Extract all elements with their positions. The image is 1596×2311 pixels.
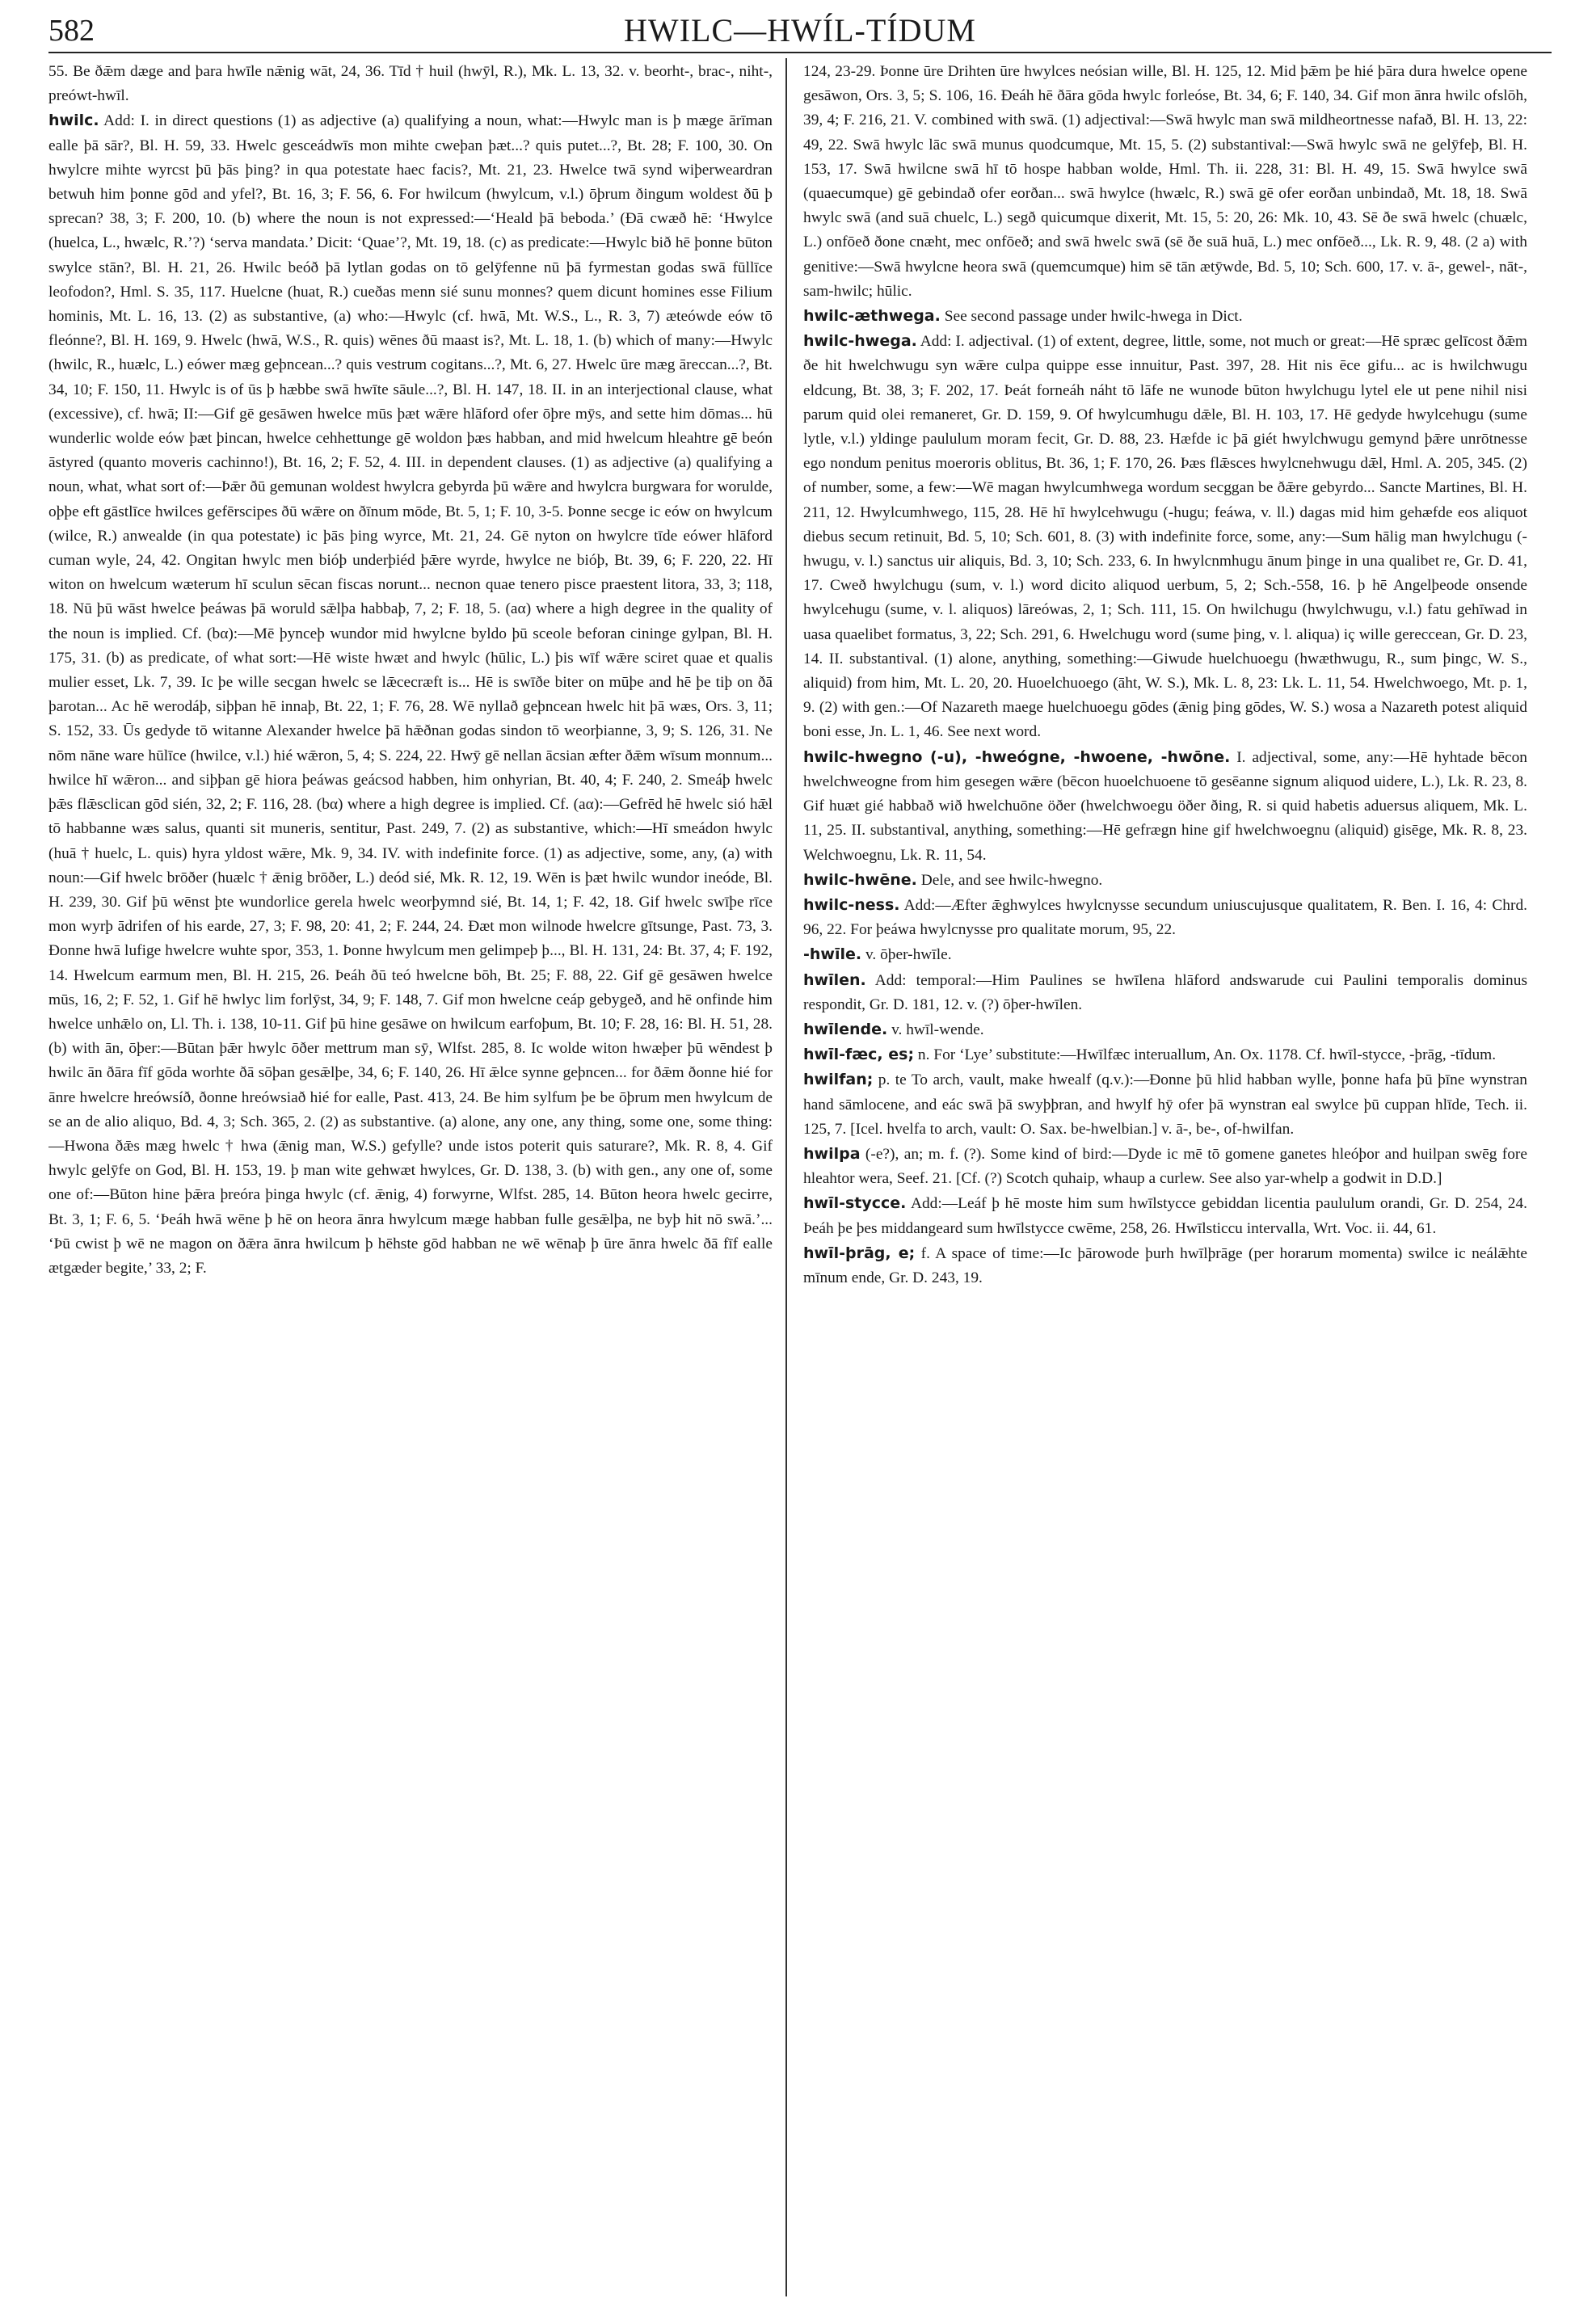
entry-headword: hwilc.: [48, 112, 99, 130]
dictionary-entry: [803, 968, 1527, 1017]
dictionary-entry: [803, 893, 1527, 942]
entry-text: Add: temporal:—Him Paulines se hwīlena hlāford andswarude cui Paulini temporalis dominus respondit, Gr. D. 181, 12. v. (?) ōþer-hwīlen.: [803, 971, 1527, 1013]
dictionary-entry: [803, 60, 1527, 304]
entry-headword: hwīl-þrāg, e;: [803, 1244, 916, 1262]
entry-text: (-e?), an; m. f. (?). Some kind of bird:—Dyde ic mē tō gomene ganetes hleóþor and huilpan swēg fore hleahtor wera, Seef. 21. [Cf. (?) Scotch quhaip, whaup a curlew. See also yar-whelp a godwit in D.D.]: [803, 1145, 1527, 1188]
entry-headword: hwilc-hwega.: [803, 332, 917, 351]
dictionary-entry: [803, 868, 1527, 893]
dictionary-entry: [803, 1191, 1527, 1240]
entry-headword: hwilfan;: [803, 1071, 874, 1089]
header-rule: [48, 52, 1552, 53]
dictionary-entry: [803, 1067, 1527, 1142]
entry-text: I. adjectival, some, any:—Hē hyhtade bēcon hwelchweogne from him gesegen wǣre (bēcon huoelchuoene tō gesēanne signum aliquod uidere, L.), Lk. R. 23, 8. Gif huæt gié habbað wið hwelchuōne öðer (hwelchwoegu öðer ðing, R. si quid habetis aduersus aliquem, Mk. L. 11, 25. II. substantival, anything, something:—Hē gefrægn hine gif hwelchwoegnu (aliquid) gisēge, Mk. R. 8, 23. Welchwoegnu, Lk. R. 11, 54.: [803, 748, 1527, 864]
entry-headword: hwīl-stycce.: [803, 1194, 907, 1213]
dictionary-entry: [803, 1241, 1527, 1290]
entry-headword: hwīl-fæc, es;: [803, 1046, 915, 1064]
entry-text: See second passage under hwilc-hwega in Dict.: [940, 308, 1243, 326]
entry-headword: hwilc-hwegno (-u), -hweógne, -hwoene, -hwōne.: [803, 747, 1231, 766]
page-number: 582: [48, 14, 95, 48]
right-column: [803, 60, 1527, 2298]
entry-headword: hwīlen.: [803, 970, 866, 989]
dictionary-entry: [803, 942, 1527, 967]
dictionary-entry: [803, 745, 1527, 868]
entry-headword: hwilc-æthwega.: [803, 307, 941, 326]
entry-text: v. ōþer-hwīle.: [861, 946, 952, 964]
entry-headword: hwīlende.: [803, 1020, 888, 1038]
entry-text: p. te To arch, vault, make hwealf (q.v.):—Ðonne þū hlid habban wylle, þonne hafa þū þīne wynstran hand sāmlocene, and eác swā þā swyþþran, and hwylf hȳ ofer þā wynstran eal swylce þū cuppan hlīde, Tech. ii. 125, 7. [Icel. hvelfa to arch, vault: O. Sax. be-hwelbian.] v. ā-, be-, of-hwilfan.: [803, 1071, 1527, 1138]
entry-headword: hwilpa: [803, 1144, 861, 1163]
dictionary-entry: [803, 1042, 1527, 1067]
entry-text: v. hwīl-wende.: [887, 1021, 984, 1038]
dictionary-entry: [48, 60, 773, 108]
entry-text: Dele, and see hwilc-hwegno.: [916, 871, 1103, 889]
entry-text: n. For ‘Lye’ substitute:—Hwīlfæc interuallum, An. Ox. 1178. Cf. hwīl-stycce, -þrāg, -tīdum.: [914, 1046, 1497, 1064]
entry-text: Add:—Æfter ǣghwylces hwylcnysse secundum uniuscujusque qualitatem, R. Ben. I. 16, 4: Chrd. 96, 22. For þeáwa hwylcnysse pro qualitate morum, 95, 22.: [803, 896, 1527, 939]
entry-text: 124, 23-29. Þonne ūre Drihten ūre hwylces neósian wille, Bl. H. 125, 12. Mid þǣm þe hié þāra dura hwelce opene gesāwon, Ors. 3, 5; S. 106, 16. Ðeáh hē ðāra gōda hwylc forleóse, Bt. 34, 6; F. 140, 34. Gif mon ānra hwilc ofslōh, 39, 4; F. 216, 21. V. combined with swā. (1) adjectival:—Swā hwylc man swā mildheortnesse nafað, Bl. H. 13, 22: 49, 22. Swā hwylc lāc swā munus quodcumque, Mt. 15, 5. (2) substantival:—Swā hwylc swā ne gelȳfeþ, Bl. H. 153, 17. Swā hwilcne swā hī tō hospe habban wolde, Hml. Th. ii. 228, 31: Bl. H. 49, 15. Swā hwylce swā (quaecumque) gē gebindað ofer eorðan... swā hwylce (hwælc, R.) swā gē ofer eorðan unbindað, Mt. 18, 18. Swā hwylc swā (and suā chuelc, L.) segð quicumque dixerit, Mt. 15, 5: 20, 26: Mk. 10, 43. Sē ðe swā hwelc (chuælc, L.) onfōeð ðone cnæht, mec onfōeð; and swā hwelc swā (sē ðe suā huā, L.) mec onfōeð..., Lk. R. 9, 48. (2 a) with genitive:—Swā hwylcne heora swā (quemcumque) him sē tān ætȳwde, Bd. 5, 10; Sch. 600, 17. v. ā-, gewel-, nāt-, sam-hwilc; hūlic.: [803, 63, 1527, 300]
dictionary-entry: [803, 329, 1527, 744]
entry-text: f. A space of time:—Ic þārowode þurh hwīlþrāge (per horarum momenta) swilce ic neálǣhte mīnum ende, Gr. D. 243, 19.: [803, 1244, 1527, 1286]
entry-headword: -hwīle.: [803, 945, 862, 964]
entry-headword: hwilc-hwēne.: [803, 870, 917, 889]
dictionary-entry: [803, 1142, 1527, 1191]
entry-text: Add: I. in direct questions (1) as adjective (a) qualifying a noun, what:—Hwylc man is þ mæge ārīman ealle þā sār?, Bl. H. 59, 33. Hwelc gesceádwīs mon mihte cweþan þæt...? quis putet...?, Bt. 28; F. 100, 30. On hwylcre mihte wyrcst þū þās þing? in qua potestate haec facis?, Mt. 21, 23. Hwelce twā synd wiþerweardran betwuh him þonne gōd and yfel?, Bt. 16, 3; F. 56, 6. For hwilcum (hwylcum, v.l.) ōþrum ðingum woldest ðū þ sprecan? 38, 3; F. 200, 10. (b) where the noun is not expressed:—‘Heald þā beboda.’ (Ðā cwæð hē: ‘Hwylce (huelca, L., hwælc, R.’?) ‘serva mandata.’ Dicit: ‘Quae’?, Mt. 19, 18. (c) as predicate:—Hwylc bið hē þonne būton swylce stān?, Bl. H. 21, 26. Hwilc beóð þā lytlan godas on tō gelȳfenne nū þā fyrmestan godas swā fūllīce leofodon?, Hml. S. 35, 117. Huelcne (huat, R.) cueðas menn sié sunu monnes? quem dicunt homines esse Filium hominis, Mt. L. 16, 13. (2) as substantive, (a) who:—Hwylc (cf. hwā, Mt. W.S., L., R. 3, 7) æteówde eów tō fleónne?, Bl. H. 169, 9. Hwelc (hwā, W.S., R. quis) wēnes ðū maast is?, Mt. L. 18, 1. (b) which of many:—Hwylc (hwilc, R., huælc, L.) eówer mæg geþncean...? quis vestrum cogitans...?, Mt. 6, 27. Hwelc ūre mæg āreccan...?, Bt. 34, 10; F. 150, 11. Hwylc is of ūs þ hæbbe swā hwīte sāule...?, Bl. H. 147, 18. II. in an interjectional clause, what (excessive), cf. hwā; II:—Gif gē gesāwen hwelce mūs þæt wǣre hlāford ofer ōþre mȳs, and sette him dōmas... hū wunderlic wolde eów þæt þincan, hwelce cehhettunge gē woldon þæs habban, and mid hwelcum hleahtre gē beón āstyred (quanto moveris cachinno!), Bt. 16, 2; F. 52, 4. III. in dependent clauses. (1) as adjective (a) qualifying a noun, what, what sort of:—Þǣr ðū gemunan woldest hwylcra gebyrda þū wǣre and hwylcra burgwara for worulde, oþþe eft gāstlīce hwilces gefērscipes ðū wǣre on ðīnum mōde, Bt. 5, 1; F. 10, 3-5. Þonne secge ic eów on hwylcum (wilce, R.) anwealde (in qua potestate) ic þās þing wyrce, Mt. 21, 24. Gē nyton on hwylcre tīde eówer hlāford cuman wyle, 24, 42. Ongitan hwylc men bióþ underþiéd þǣre wyrde, hwylce ne bióþ, Bt. 39, 6; F. 220, 22. Hī witon on hwelcum wæterum hī sculun sēcan fiscas norunt... necnon quae tenero pisce praestent litora, 33, 3; 118, 18. Nū þū wāst hwelce þeáwas þā woruld sǣlþa habbaþ, 7, 2; F. 18, 5. (aα) where a high degree in the quality of the noun is implied. Cf. (bα):—Mē þynceþ wundor mid hwylcne byldo þū sceole beforan cininge gylpan, Bl. H. 175, 31. (b) as predicate, of what sort:—Hē wiste hwæt and hwylc (hūlic, L.) þis wīf wǣre sciret quae et qualis mulier esset, Lk. 7, 39. Ic þe wille secgan hwelc se lǣcecræft is... Hē is swīðe biter on mūþe and hē þe tiþ on ðā þarotan... Ac hē werodáþ, siþþan hē innaþ, Bt. 22, 1; F. 76, 28. Wē nyllað geþncean hwelc hit þā wæs, Ors. 3, 11; S. 152, 33. Ūs gedyde tō witanne Alexander hwelce þā hǣðnan godas sindon tō weorþianne, 3, 9; S. 126, 31. Ne nōm nāne ware hūlīce (hwilce, v.l.) hié wǣron, 5, 4; S. 224, 22. Hwȳ gē nellan ācsian æfter ðǣm wīsum monnum... hwilce hī wǣron... and siþþan gē hiora þeáwas geácsod habben, him onhyrian, Bt. 40, 4; F. 240, 2. Smeáþ hwelc þǣs flǣsclican gōd sién, 32, 2; F. 116, 28. (bα) where a high degree is implied. Cf. (aα):—Gefrēd hē hwelc sió hǣl tō habbanne wæs salus, quanti sit muneris, sentitur, Past. 249, 7. (2) as substantive, which:—Hī smeádon hwylc (huā † huelc, L. quis) hyra yldost wǣre, Mk. 9, 34. IV. with indefinite force. (1) as adjective, some, any, (a) with noun:—Gif hwelc brōðer (huælc † ǣnig brōðer, L.) deód sié, Mk. R. 12, 19. Wēn is þæt hwilc wundor ineóde, Bl. H. 239, 30. Gif þū wēnst þte wundorlice gerela hwelc weorþymnd sié, Bt. 14, 1; F. 42, 18. Gif hwelc swīþe rīce mon wyrþ ādrifen of his earde, 27, 3; F. 98, 20: 41, 2; F. 244, 24. Ðæt mon wilnode hwelcre gītsunge, Past. 73, 3. Ðonne hwā lufige hwelcre wuhte spor, 353, 1. Þonne hwylcum men gelimpeþ þ..., Bl. H. 131, 24: Bt. 37, 4; F. 192, 14. Hwelcum earmum men, Bl. H. 215, 26. Þeáh ðū teó hwelcne bōh, Bt. 25; F. 88, 22. Gif gē gesāwen hwelce mūs, 16, 2; F. 52, 1. Gif hē hwlyc lim forlȳst, 34, 9; F. 148, 7. Gif mon hwelcne ceáp gebygeð, and hē onfinde him hwelce unhǣlo on, Ll. Th. i. 138, 10-11. Gif þū hine gesāwe on hwilcum earfoþum, Bt. 10; F. 28, 16: Bl. H. 51, 28. (b) with ān, ōþer:—Būtan þǣr hwylc ōðer mettrum man sȳ, Wlfst. 285, 8. Ic wolde witon hwæþer þū wēndest þ hwilc ān ðāra fīf gōda worhte ðā sōþan gesǣlþe, 34, 6; F. 140, 26. Hī ǣlce synne geþncen... for ðǣm ðonne hié for ānre hwelcre hreówsíð, ðonne hreówsiað hié for ealle, Past. 413, 24. Be him sylfum þe be ōþrum men hwylcum de se an de alio aliquo, Bd. 4, 3; Sch. 365, 2. (2) as substantive. (a) alone, any one, any thing, some one, some thing:—Hwona ðǣs mæg hwelc † hwa (ǣnig man, W.S.) gefylle? unde istos poterit quis saturare?, Mk. R. 8, 4. Gif hwylc gelȳfe on God, Bl. H. 153, 19. þ man wite gehwæt hwylces, Gr. D. 138, 3. (b) with gen., any one of, some one of:—Būton hine þǣra þreóra þinga hwylc (cf. ǣnig, 4) forwyrne, Wlfst. 285, 14. Būton heora hwelc gecirre, Bt. 3, 1; F. 6, 5. ‘Þeáh hwā wēne þ hē on heora ānra hwylcum mæge habban fulle gesǣlþa, ne byþ hit nō swā.’... ‘Þū cwist þ wē ne magon on ðǣra ānra hwilcum þ hēhste gōd habban ne wē wēnaþ þ ūre ānra hwelc ðā fīf ealle ætgæder begite,’ 33, 2; F.: [48, 112, 773, 1277]
column-divider: [785, 58, 787, 2296]
entry-headword: hwilc-ness.: [803, 895, 900, 914]
page-header: [48, 8, 1552, 57]
running-head: HWILC—HWÍL-TÍDUM: [624, 12, 976, 48]
left-column: [48, 60, 773, 2298]
dictionary-entry: [48, 108, 773, 1281]
dictionary-entry: [803, 1017, 1527, 1042]
entry-text: Add:—Leáf þ hē moste him sum hwīlstycce gebiddan licentia paululum orandi, Gr. D. 254, 24. Þeáh þe þes middangeard sum hwīlstycce cwēme, 258, 26. Hwīlsticcu intervalla, Wrt. Voc. ii. 44, 61.: [803, 1195, 1527, 1237]
dictionary-entry: [803, 304, 1527, 329]
entry-text: Add: I. adjectival. (1) of extent, degree, little, some, not much or great:—Hē spræc gelīcost ðǣm ðe hit hwelchwugu syn wǣre culpa quippe esse innuitur, Past. 397, 28. Hit nis ēce gifu... ac is hwilchwugu eldcung, Bt. 38, 3; F. 202, 17. Þeát forneáh náht tō lāfe ne wunode būton hwylchugu lytel ele ut pene nihil nisi parum quid olei remaneret, Gr. D. 159, 9. Of hwylcumhugu dǣle, Bl. H. 103, 17. Hē gedyde hwylcehugu (sume lytle, v.l.) yldinge paululum moram fecit, Gr. D. 88, 23. Hæfde ic þā giét hwylchwugu gemynd þǣre unrōtnesse ego nondum penitus moeroris oblitus, Bt. 36, 1; F. 170, 26. Þæs flǣsces hwylcnehwugu dǣl, Hml. A. 205, 345. (2) of number, some, a few:—Wē magan hwylcumhwega wordum secggan be ðǣre gebyrdo... Sancte Martines, Bl. H. 211, 12. Hwylcumhwego, 115, 28. Hē hī hwylcehwugu (-hugu; feáwa, v. ll.) dagas mid him gehæfde eos aliquot diebus secum retinuit, Bd. 5, 10; Sch. 601, 8. (3) with indefinite force, some, any:—Sum hālig man hwylchugu (-hwugu, v. l.) sanctus uir aliquis, Bd. 3, 10; Sch. 233, 6. In hwylcnmhugu ānum þinge in una qualibet re, Gr. D. 41, 17. Cweð hwylchugu (sum, v. l.) word dicito aliquod uerbum, 5, 2; Sch.-558, 16. þ hē Angelþeode onsende hwylcehugu (sume, v. l. aliquos) lāreówas, 2, 1; Sch. 111, 15. On hwilchugu (hwylchwugu, v.l.) fatu gehīwad in uasa quaelibet formatus, 3, 22; Sch. 291, 6. Hwelchugu word (sume þing, v. l. aliqua) iç wille gereccean, Gr. D. 23, 14. II. substantival. (1) alone, anything, something:—Giwude huelchuoegu (hwæthwugu, R., sum þingc, W. S., aliquid) from him, Mt. L. 20, 20. Huoelchuoego (āht, W. S.), Mk. L. 8, 23: Lk. L. 11, 54. Hwelchwoego, Mt. p. 1, 9. (2) with gen.:—Of Nazareth maege huelchuoegu gōdes (ǣnig þing gōdes, W. S.) wosa a Nazareth potest aliquid boni esse, Jn. L. 1, 46. See next word.: [803, 333, 1527, 741]
entry-text: 55. Be ðǣm dæge and þara hwīle nǣnig wāt, 24, 36. Tīd † huil (hwȳl, R.), Mk. L. 13, 32. v. beorht-, brac-, niht-, preówt-hwīl.: [48, 63, 773, 105]
